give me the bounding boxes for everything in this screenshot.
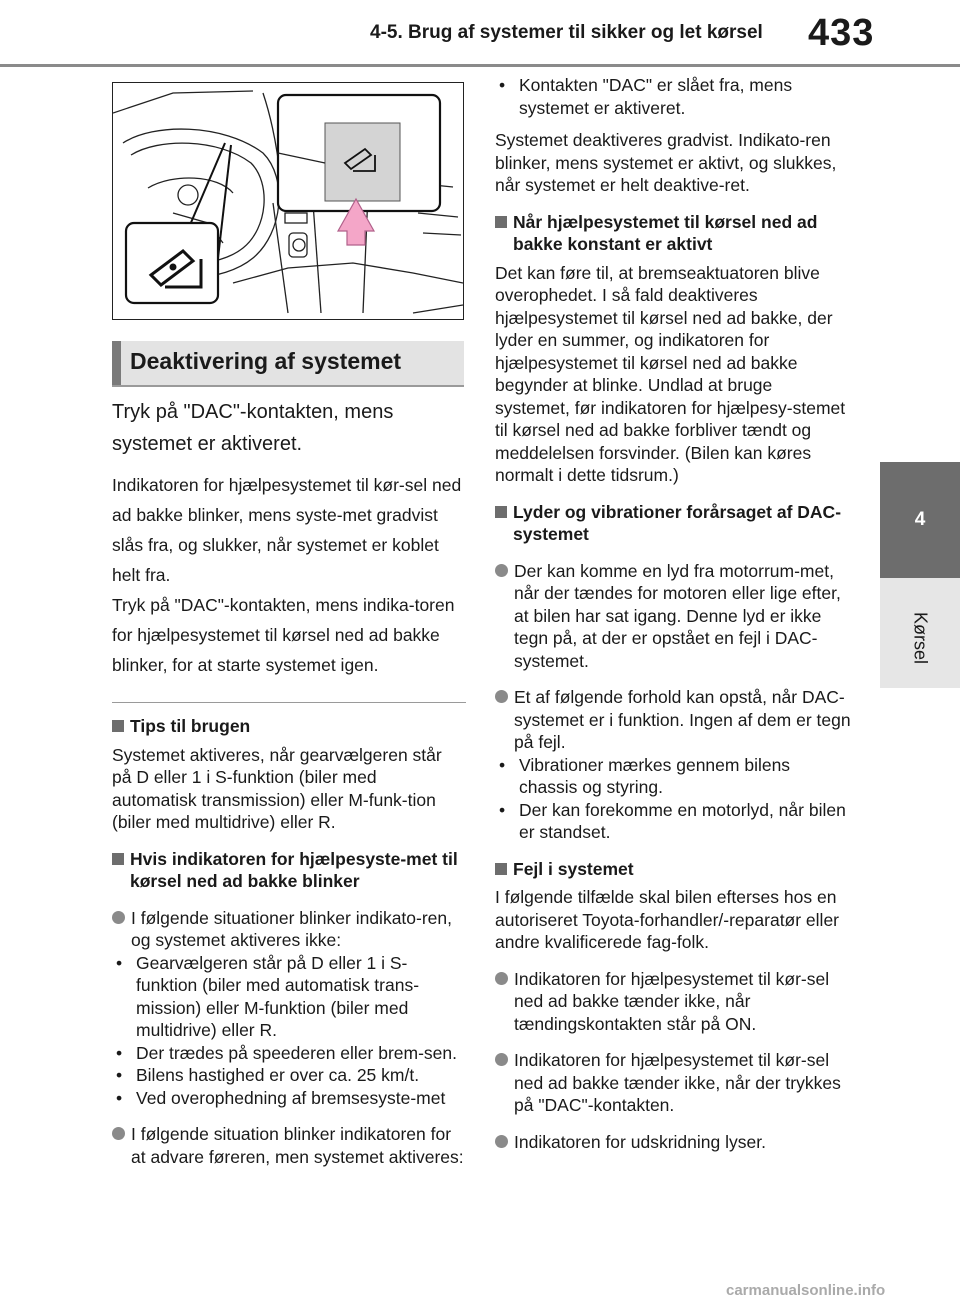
left-column xyxy=(112,396,466,1168)
tips-text: Systemet aktiveres, når gearvælgeren står på D eller 1 i S-funktion (biler med automatisk transmission) eller M-funk-tion (biler med multidrive) eller R. xyxy=(112,744,442,832)
tips-heading xyxy=(112,715,466,738)
circle-bullet-icon xyxy=(495,690,508,703)
chapter-tab[interactable] xyxy=(880,462,960,578)
description-1: Indikatoren for hjælpesystemet til kør-sel ned ad bakke blinker, mens syste-met gradvist slås fra, og slukker, når systemet er koblet helt fra. xyxy=(112,475,462,585)
list-item: • Bilens hastighed er over ca. 25 km/t. xyxy=(116,1065,420,1085)
list-item-text: Indikatoren for udskridning lyser. xyxy=(514,1131,766,1152)
list-item: • Ved overophedning af bremsesyste-met xyxy=(116,1087,446,1108)
description-2: Tryk på "DAC"-kontakten, mens indika-toren for hjælpesystemet til kørsel ned ad bakke blinker, for at starte systemet igen. xyxy=(112,595,455,675)
list-item: • Kontakten "DAC" er slået fra, mens systemet er aktiveret. xyxy=(495,74,851,119)
list-item-text: Der kan forekomme en motorlyd, når bilen er standset. xyxy=(519,799,846,842)
constant-text: Det kan føre til, at bremseaktuatoren blive overophedet. I så fald deaktiveres hjælpesystemet til kørsel ned ad bakke, der lyder en summer, og indikatoren for hjælpesystemet til kørsel ned ad bakke begynder at blinke. Undlad at bruge systemet, før indikatoren for hjælpesy-stemet til kørsel ned ad bakke forbliver tændt og meddelelsen forsvinder. (Bilen kan køres normalt i dette tidsrum.) xyxy=(495,262,846,485)
header-rule xyxy=(0,64,960,67)
constant-heading xyxy=(495,211,851,256)
dashboard-drawing xyxy=(113,83,463,319)
list-item: • Gearvælgeren står på D eller 1 i S-funktion (biler med automatisk trans-mission) eller M-funktion (biler med multidrive) eller R. xyxy=(112,952,466,1042)
chapter-label xyxy=(908,598,932,678)
square-bullet-icon xyxy=(495,216,507,228)
list-item-text: Der kan komme en lyd fra motorrum-met, når der tændes for motoren eller lige efter, at bilen har sat igang. Denne lyd er ikke tegn på, at der er opstået en fejl i DAC-systemet. xyxy=(514,560,841,671)
circle-bullet-icon xyxy=(495,1135,508,1148)
section-accent xyxy=(112,341,121,385)
running-header: 4-5. Brug af systemer til sikker og let kørsel xyxy=(370,22,763,43)
blink-title: Hvis indikatoren for hjælpesyste-met til kørsel ned ad bakke blinker xyxy=(130,848,458,891)
square-bullet-icon xyxy=(495,863,507,875)
square-bullet-icon xyxy=(495,506,507,518)
watermark[interactable]: carmanualsonline.info xyxy=(726,1282,886,1299)
right-column xyxy=(495,74,851,1153)
square-bullet-icon xyxy=(112,720,124,732)
list-item xyxy=(495,686,851,754)
list-item xyxy=(495,560,851,673)
chapter-label-text: Kørsel xyxy=(910,611,931,665)
circle-bullet-icon xyxy=(495,972,508,985)
fault-heading xyxy=(495,858,851,881)
list-item-text: Et af følgende forhold kan opstå, når DAC-systemet er i funktion. Ingen af dem er tegn på fejl. xyxy=(514,687,851,752)
list-item: • Vibrationer mærkes gennem bilens chassis og styring. xyxy=(495,754,851,799)
circle-bullet-icon xyxy=(112,911,125,924)
section-header xyxy=(112,341,464,387)
fault-title: Fejl i systemet xyxy=(513,858,634,879)
list-item-text: I følgende situation blinker indikatoren for at advare føreren, men systemet aktiveres: xyxy=(131,1124,464,1167)
instruction-text: Tryk på "DAC"-kontakten, mens systemet er aktiveret. xyxy=(112,401,394,455)
sound-heading xyxy=(495,501,851,546)
list-item-text: Indikatoren for hjælpesystemet til kør-sel ned ad bakke tænder ikke, når tændingskontakten står på ON. xyxy=(514,968,830,1034)
circle-bullet-icon xyxy=(495,564,508,577)
divider xyxy=(112,702,466,703)
blink-heading xyxy=(112,848,466,893)
chapter-number: 4 xyxy=(914,509,926,530)
list-item-text: Ved overophedning af bremsesyste-met xyxy=(136,1087,446,1108)
list-item xyxy=(112,1123,466,1168)
list-item xyxy=(112,907,466,952)
list-item-text: Indikatoren for hjælpesystemet til kør-sel ned ad bakke tænder ikke, når der trykkes på "DAC"-kontakten. xyxy=(514,1050,841,1115)
deactivation-text: Systemet deaktiveres gradvist. Indikato-ren blinker, mens systemet er aktivt, og slukkes, når systemet er helt deaktive-ret. xyxy=(495,130,837,195)
list-item-text: Kontakten "DAC" er slået fra, mens systemet er aktiveret. xyxy=(519,75,793,118)
list-item-text: Gearvælgeren står på D eller 1 i S-funktion (biler med automatisk trans-mission) eller M-funktion (biler med multidrive) eller R. xyxy=(136,952,420,1040)
list-item: • Der trædes på speederen eller brem-sen. xyxy=(116,1042,457,1063)
list-item xyxy=(495,1131,851,1154)
square-bullet-icon xyxy=(112,853,124,865)
tips-title: Tips til brugen xyxy=(130,716,251,736)
constant-title: Når hjælpesystemet til kørsel ned ad bakke konstant er aktivt xyxy=(513,211,818,254)
dashboard-illustration xyxy=(112,82,464,320)
list-item-text: Vibrationer mærkes gennem bilens chassis og styring. xyxy=(519,754,791,797)
list-item xyxy=(495,968,851,1036)
page-number: 433 xyxy=(808,12,875,54)
circle-bullet-icon xyxy=(495,1053,508,1066)
list-item-text: Der trædes på speederen eller brem-sen. xyxy=(136,1042,457,1063)
section-title: Deaktivering af systemet xyxy=(130,348,402,374)
list-item xyxy=(495,1049,851,1117)
list-item-text: I følgende situationer blinker indikato-ren, og systemet aktiveres ikke: xyxy=(131,907,453,950)
fault-text: I følgende tilfælde skal bilen efterses hos en autoriseret Toyota-forhandler/-reparatør eller andre kvalificerede fag-folk. xyxy=(495,887,840,952)
list-item: • Der kan forekomme en motorlyd, når bilen er standset. xyxy=(495,799,851,844)
circle-bullet-icon xyxy=(112,1127,125,1140)
list-item-text: Bilens hastighed er over ca. 25 km/t. xyxy=(136,1065,420,1085)
sound-title: Lyder og vibrationer forårsaget af DAC-systemet xyxy=(513,501,842,544)
